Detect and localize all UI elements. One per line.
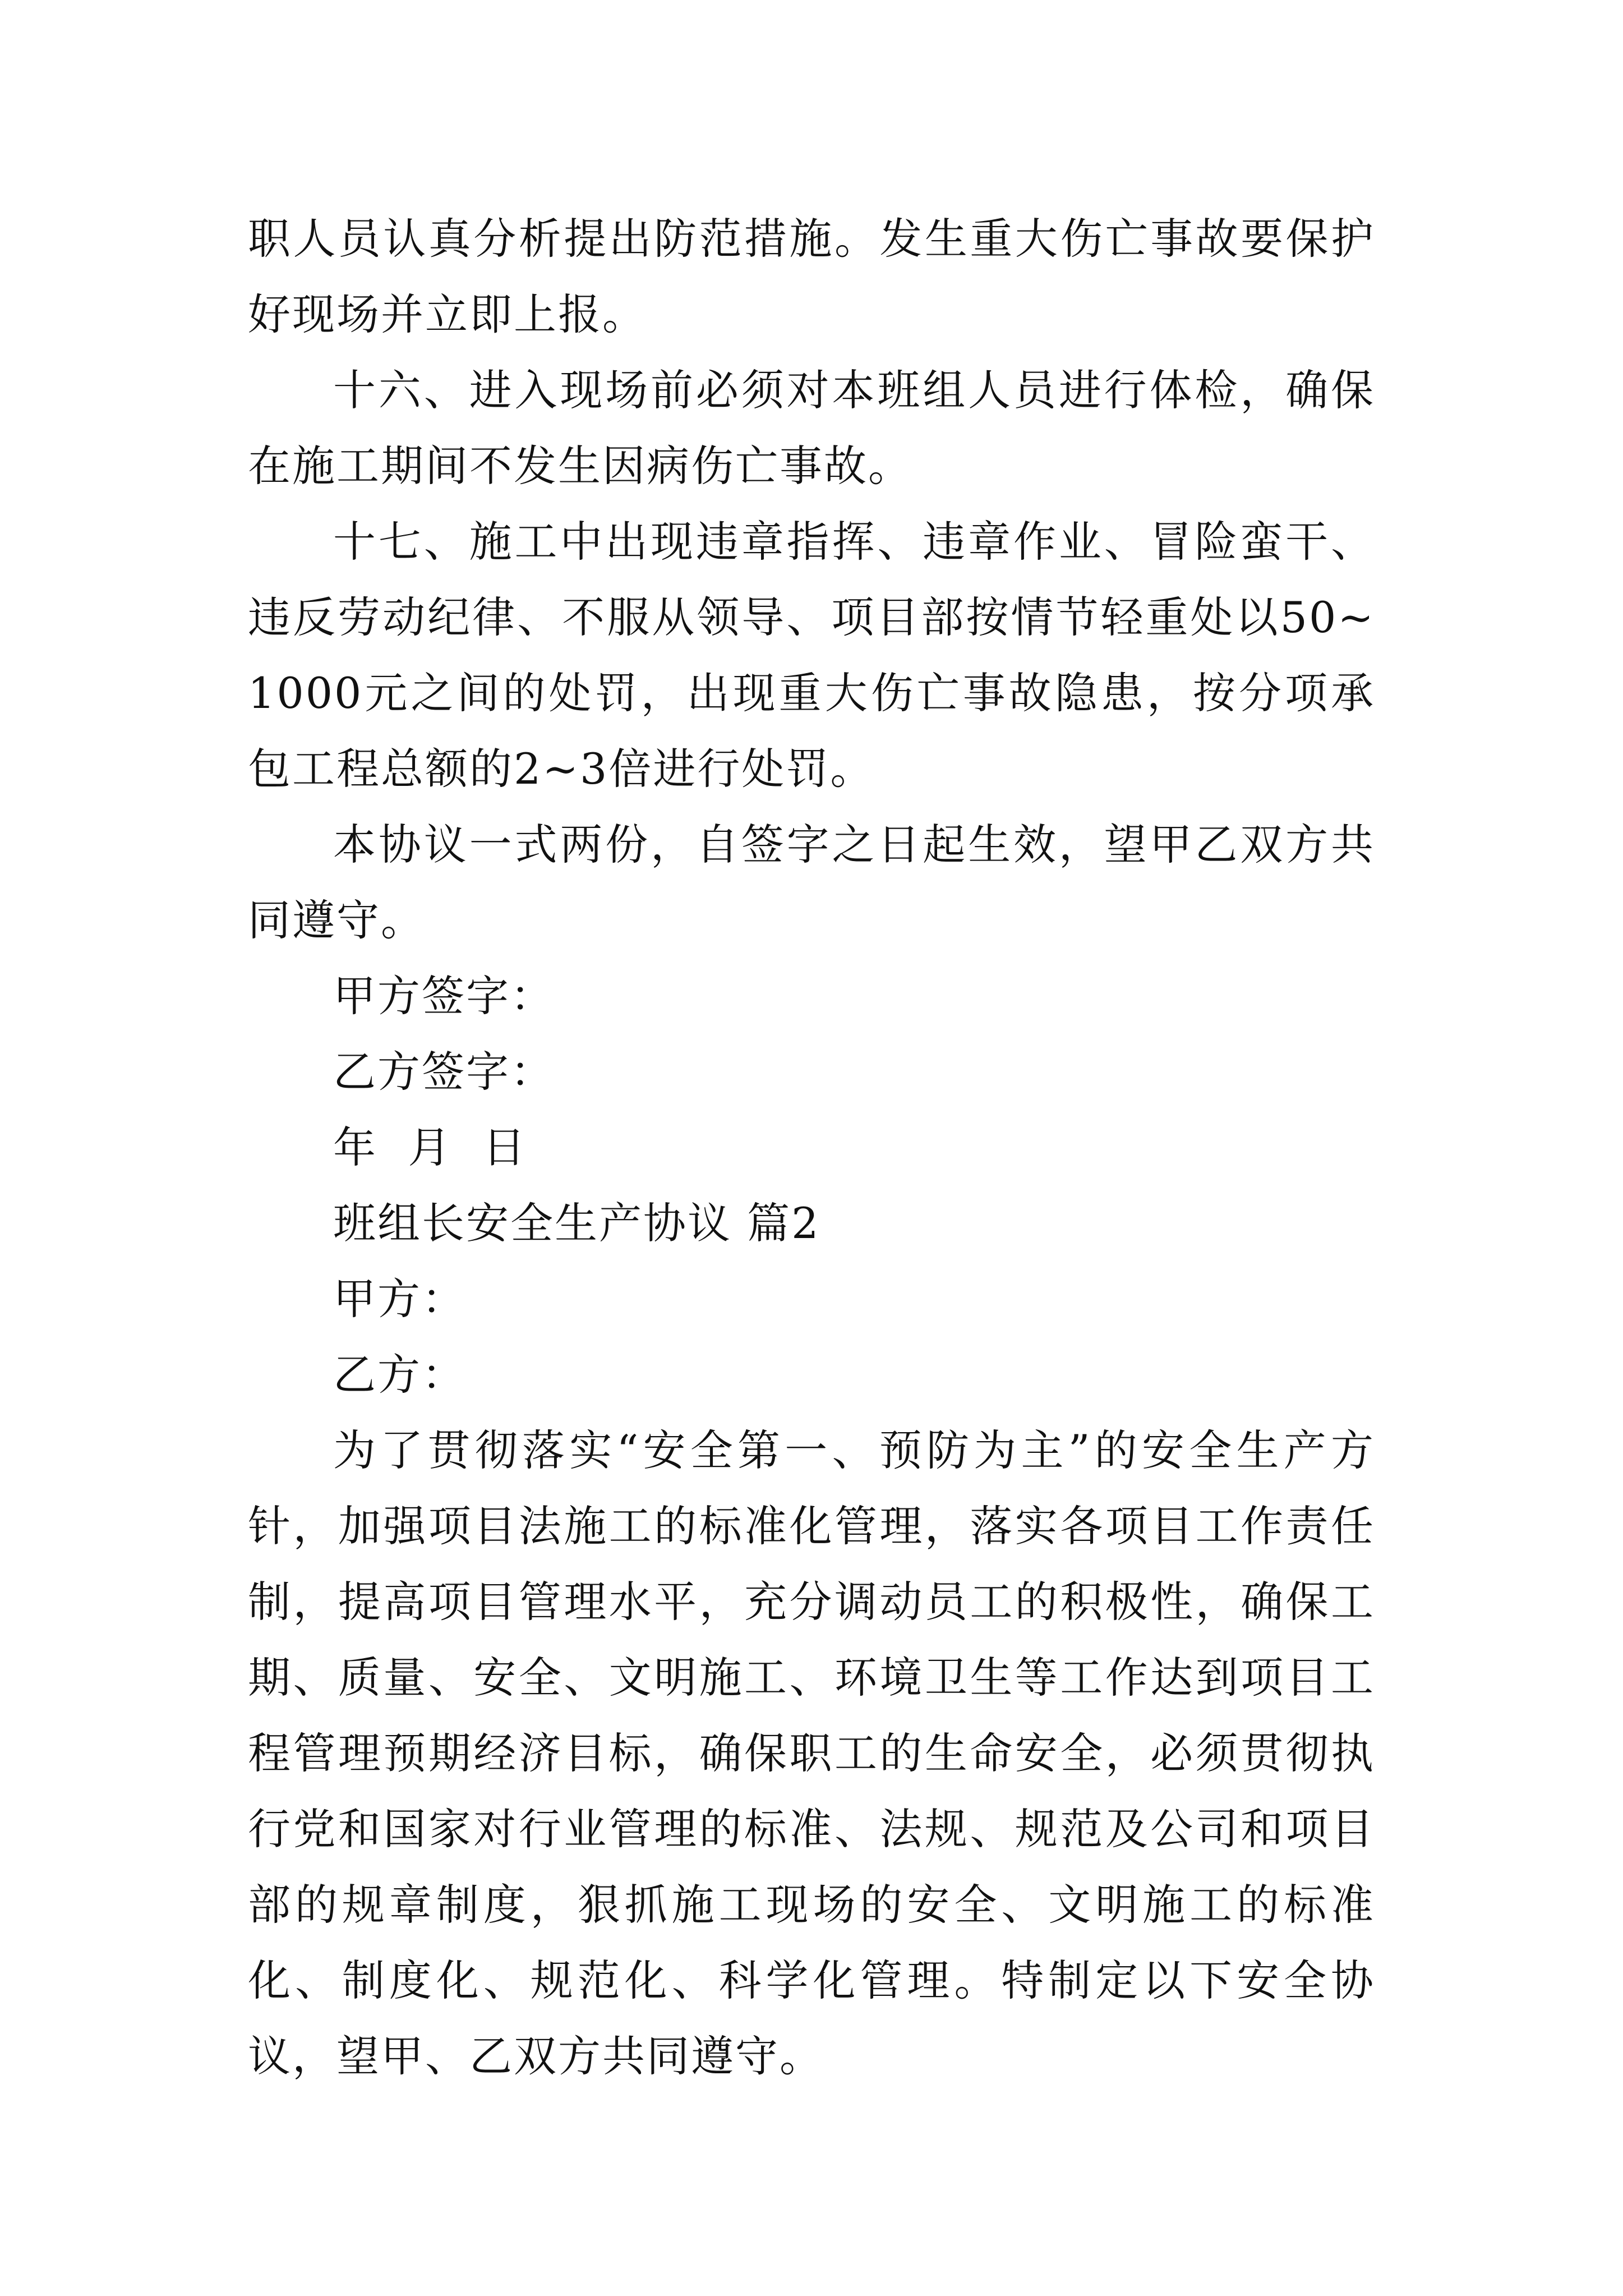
paragraph-continuation: 职人员认真分析提出防范措施。发生重大伤亡事故要保护好现场并立即上报。 xyxy=(248,214,1375,339)
paragraph-preamble: 为了贯彻落实“安全第一、预防为主”的安全生产方针，加强项目法施工的标准化管理，落实各项目工作责任制，提高项目管理水平，充分调动员工的积极性，确保工期、质量、安全、文明施工、环境卫生等工作达到项目工程管理预期经济目标，确保职工的生命安全，必须贯彻执行党和国家对行业管理的标准、法规、规范及公司和项目部的规章制度，狠抓施工现场的安全、文明施工的标准化、制度化、规范化、科学化管理。特制定以下安全协议，望甲、乙双方共同遵守。 xyxy=(248,1425,1375,2081)
document-body xyxy=(248,201,1375,2094)
party-b-label: 乙方： xyxy=(333,1350,466,1400)
signature-party-b: 乙方签字： xyxy=(333,1047,555,1097)
party-a-label: 甲方： xyxy=(333,1274,466,1324)
paragraph-agreement-terms: 本协议一式两份，自签字之日起生效，望甲乙双方共同遵守。 xyxy=(248,820,1375,945)
paragraph-clause-16: 十六、进入现场前必须对本班组人员进行体检，确保在施工期间不发生因病伤亡事故。 xyxy=(248,365,1375,491)
signature-party-a: 甲方签字： xyxy=(333,971,555,1021)
date-line: 年 月 日 xyxy=(333,1122,527,1172)
paragraph-clause-17: 十七、施工中出现违章指挥、违章作业、冒险蛮干、违反劳动纪律、不服从领导、项目部按情节轻重处以50~1000元之间的处罚，出现重大伤亡事故隐患，按分项承包工程总额的2~3倍进行处罚。 xyxy=(248,517,1375,794)
section-heading: 班组长安全生产协议 篇2 xyxy=(333,1198,820,1248)
